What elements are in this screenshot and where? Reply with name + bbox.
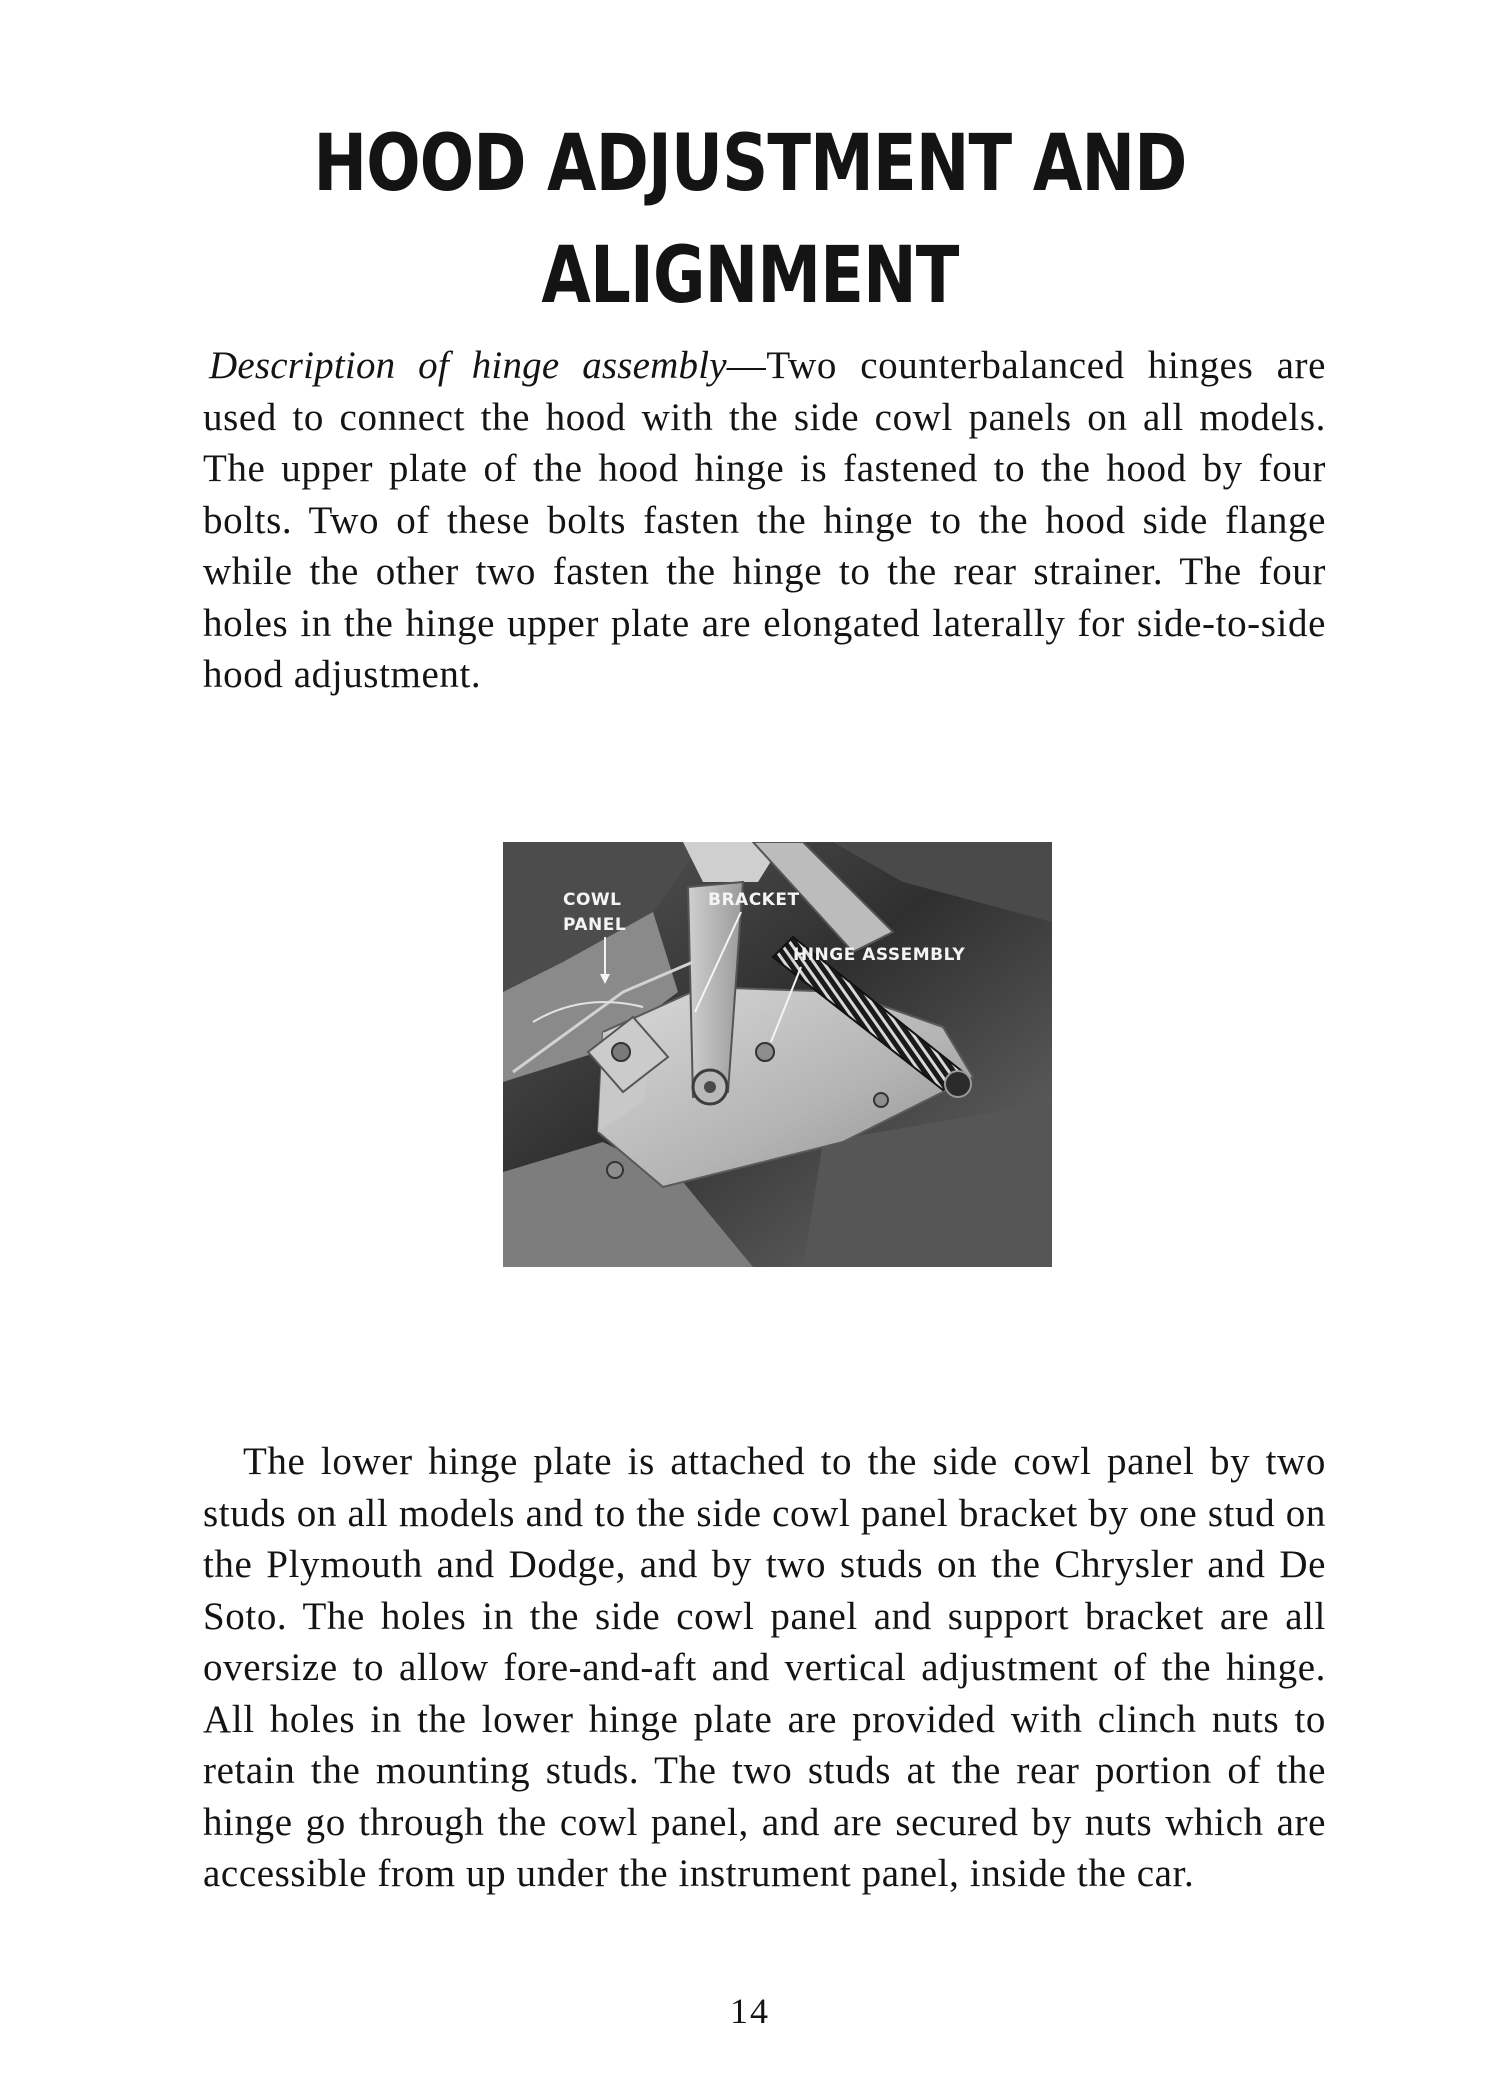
- description-paragraph: [203, 340, 1326, 701]
- label-bracket: BRACKET: [708, 890, 800, 910]
- page-title: HOOD ADJUSTMENT AND ALIGNMENT: [313, 119, 1187, 321]
- paragraph-lead: Description of hinge assembly: [209, 344, 727, 387]
- hinge-photo-drawing: [503, 842, 1052, 1267]
- lower-hinge-paragraph: The lower hinge plate is attached to the side cowl panel by two studs on all models and to the side cowl panel bracket by one stud on the Plymouth and Dodge, and by two studs on the Chrysler and De Soto. The holes in the side cowl panel and support bracket are all oversize to allow fore-and-aft and vertical adjustment of the hinge. All holes in the lower hinge plate are provided with clinch nuts to retain the mounting studs. The two studs at the rear portion of the hinge go through the cowl panel, and are secured by nuts which are accessible from up under the instrument panel, inside the car.: [203, 1440, 1326, 1895]
- page-number: 14: [730, 1991, 770, 2031]
- label-hinge-assembly: HINGE ASSEMBLY: [793, 945, 966, 965]
- label-cowl: COWL: [563, 890, 622, 910]
- paragraph-text: —Two counterbalanced hinges are used to connect the hood with the side cowl panels on all models. The upper plate of the hood hinge is fastened to the hood by four bolts. Two of these bolts fasten the hinge to the hood side flange while the other two fasten the hinge to the rear strainer. The four holes in the hinge upper plate are elongated laterally for side-to-side hood adjustment.: [203, 344, 1326, 696]
- hinge-photo: [503, 842, 1052, 1267]
- label-panel: PANEL: [563, 915, 627, 935]
